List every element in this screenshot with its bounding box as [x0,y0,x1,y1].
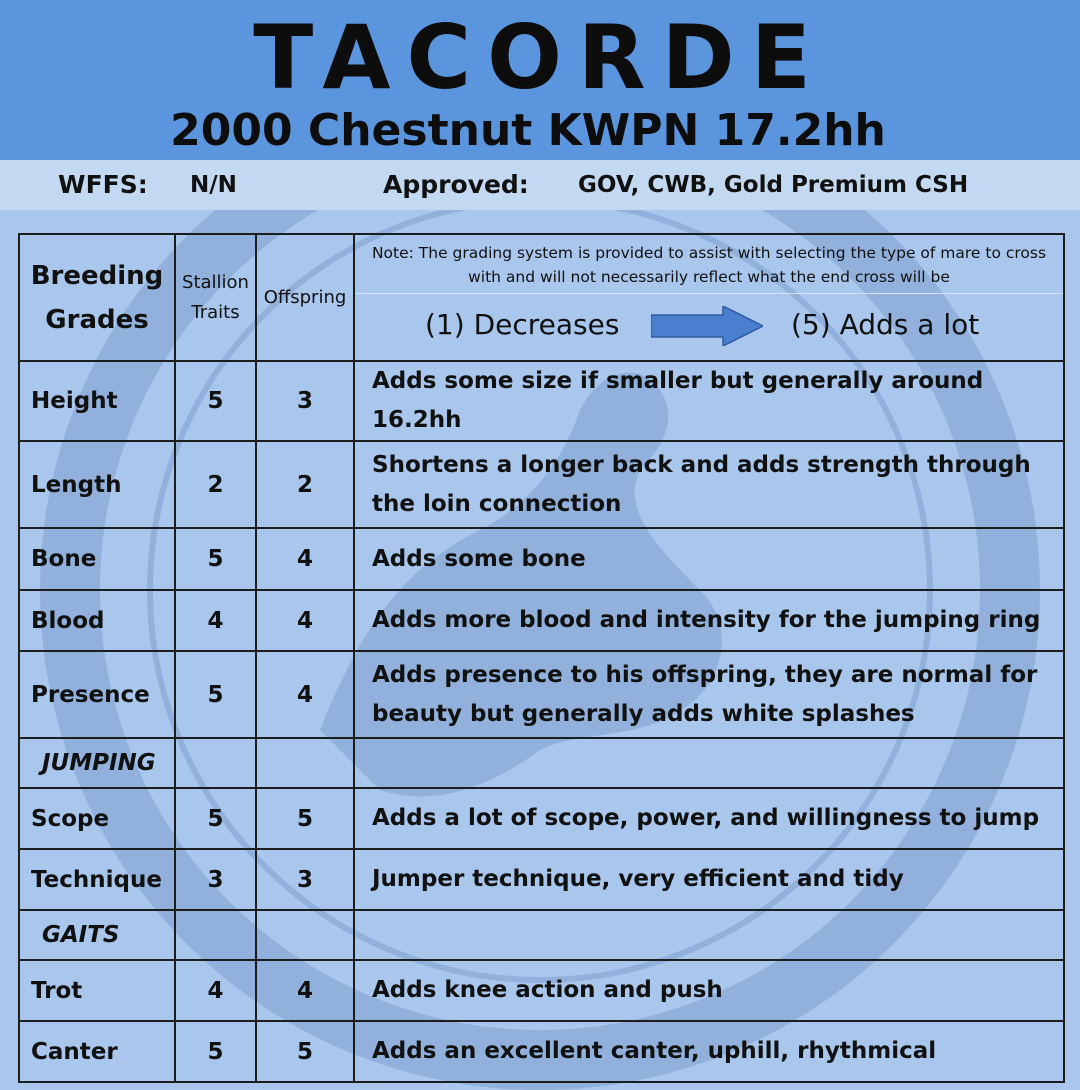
stallion-grade: 5 [175,361,256,441]
header-traits-line2: Traits [191,301,240,323]
empty-offspring-cell [256,738,354,788]
offspring-grade: 4 [256,528,354,590]
empty-desc-cell [354,738,1064,788]
header-traits-line1: Stallion [182,271,249,293]
offspring-grade: 4 [256,960,354,1021]
offspring-grade: 4 [256,590,354,651]
scale-high-label: (5) Adds a lot [791,308,980,341]
table-row [19,1021,1064,1082]
header-offspring: Offspring [256,234,354,361]
offspring-grade: 2 [256,441,354,528]
empty-offspring-cell [256,910,354,960]
trait-description: Jumper technique, very efficient and tidy [354,849,1064,910]
table-header-row [19,234,1064,361]
approved-value: GOV, CWB, Gold Premium CSH [578,172,969,198]
trait-name: Trot [19,960,175,1021]
table-row [19,441,1064,528]
header-banner [0,0,1080,160]
section-row [19,910,1064,960]
section-label: JUMPING [19,738,175,788]
stallion-grade: 4 [175,960,256,1021]
scale-low-label: (1) Decreases [425,308,620,341]
trait-description: Adds more blood and intensity for the jumping ring [354,590,1064,651]
header-grades-line1: Breeding [30,260,164,291]
offspring-grade: 3 [256,361,354,441]
offspring-grade: 5 [256,1021,354,1082]
stallion-grade: 4 [175,590,256,651]
stallion-grade: 5 [175,788,256,849]
grading-scale [355,294,1063,360]
trait-name: Blood [19,590,175,651]
table-row [19,590,1064,651]
header-grades-line2: Grades [45,304,149,335]
section-row [19,738,1064,788]
info-bar [0,160,1080,210]
table-row [19,788,1064,849]
stallion-grade: 2 [175,441,256,528]
table-row [19,960,1064,1021]
offspring-grade: 4 [256,651,354,738]
empty-desc-cell [354,910,1064,960]
trait-name: Height [19,361,175,441]
trait-description: Adds some bone [354,528,1064,590]
right-arrow-icon [651,306,763,346]
grade-rows [19,361,1064,1082]
trait-name: Bone [19,528,175,590]
trait-description: Adds some size if smaller but generally around 16.2hh [354,361,1064,441]
trait-name: Presence [19,651,175,738]
header-breeding-grades [19,234,175,361]
empty-stallion-cell [175,910,256,960]
wffs-label: WFFS: [58,170,148,199]
offspring-grade: 5 [256,788,354,849]
stallion-grade: 3 [175,849,256,910]
trait-name: Canter [19,1021,175,1082]
approved-label: Approved: [383,170,529,199]
trait-name: Scope [19,788,175,849]
trait-description: Adds knee action and push [354,960,1064,1021]
trait-description: Adds a lot of scope, power, and willingness to jump [354,788,1064,849]
offspring-grade: 3 [256,849,354,910]
header-note-cell [354,234,1064,361]
table-row [19,849,1064,910]
page-title: TACORDE [253,6,827,109]
header-stallion-traits [175,234,256,361]
wffs-value: N/N [190,172,237,198]
grading-note: Note: The grading system is provided to assist with selecting the type of mare to cross with and will not necessarily reflect what the end cross will be [355,235,1063,294]
stallion-grade: 5 [175,1021,256,1082]
trait-description: Adds presence to his offspring, they are normal for beauty but generally adds white splashes [354,651,1064,738]
table-row [19,651,1064,738]
trait-description: Adds an excellent canter, uphill, rhythmical [354,1021,1064,1082]
section-label: GAITS [19,910,175,960]
stallion-grade: 5 [175,651,256,738]
breeding-grades-table [18,233,1065,1083]
table-row [19,361,1064,441]
stallion-grade: 5 [175,528,256,590]
page-subtitle: 2000 Chestnut KWPN 17.2hh [170,105,886,156]
table-row [19,528,1064,590]
empty-stallion-cell [175,738,256,788]
trait-name: Technique [19,849,175,910]
trait-description: Shortens a longer back and adds strength through the loin connection [354,441,1064,528]
trait-name: Length [19,441,175,528]
